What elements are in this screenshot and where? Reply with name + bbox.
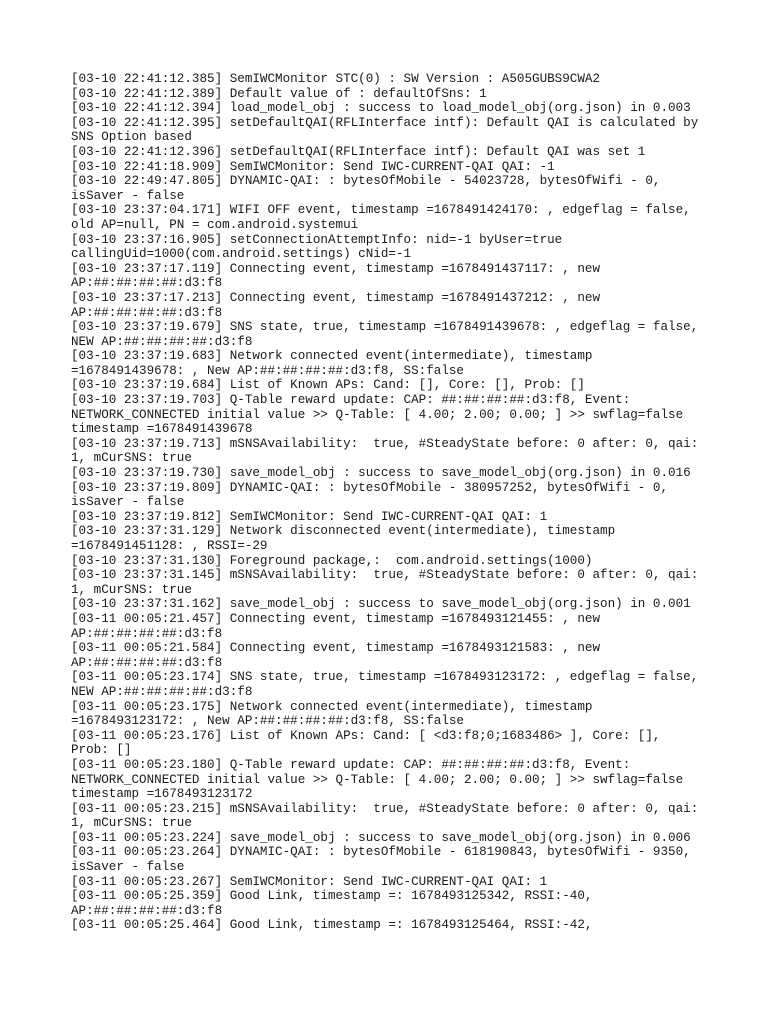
- log-line: [03-10 23:37:31.145] mSNSAvailability: true, #SteadyState before: 0 after: 0, qai:: [71, 568, 699, 583]
- log-line: [03-10 23:37:19.812] SemIWCMonitor: Send IWC-CURRENT-QAI QAI: 1: [71, 509, 548, 524]
- log-line: 1, mCurSNS: true: [71, 816, 192, 831]
- log-line: [03-11 00:05:23.215] mSNSAvailability: true, #SteadyState before: 0 after: 0, qai:: [71, 801, 699, 816]
- log-line: [03-11 00:05:23.224] save_model_obj : success to save_model_obj(org.json) in 0.006: [71, 830, 691, 845]
- log-line: NETWORK_CONNECTED initial value >> Q-Table: [ 4.00; 2.00; 0.00; ] >> swflag=false: [71, 407, 684, 422]
- log-line: [03-10 23:37:19.713] mSNSAvailability: true, #SteadyState before: 0 after: 0, qai:: [71, 436, 699, 451]
- log-line: isSaver - false: [71, 495, 185, 510]
- log-line: [03-10 23:37:31.130] Foreground package,: com.android.settings(1000): [71, 553, 593, 568]
- log-line: [03-10 23:37:19.809] DYNAMIC-QAI: : bytesOfMobile - 380957252, bytesOfWifi - 0,: [71, 480, 669, 495]
- log-line: [03-10 22:41:18.909] SemIWCMonitor: Send IWC-CURRENT-QAI QAI: -1: [71, 159, 555, 174]
- log-line: [03-10 23:37:19.730] save_model_obj : success to save_model_obj(org.json) in 0.016: [71, 466, 691, 481]
- log-line: [03-10 23:37:31.162] save_model_obj : success to save_model_obj(org.json) in 0.001: [71, 597, 691, 612]
- log-line: AP:##:##:##:##:d3:f8: [71, 655, 223, 670]
- log-line: NETWORK_CONNECTED initial value >> Q-Table: [ 4.00; 2.00; 0.00; ] >> swflag=false: [71, 772, 684, 787]
- log-line: NEW AP:##:##:##:##:d3:f8: [71, 334, 253, 349]
- log-line: AP:##:##:##:##:d3:f8: [71, 903, 223, 918]
- log-line: AP:##:##:##:##:d3:f8: [71, 276, 223, 291]
- log-line: [03-11 00:05:23.264] DYNAMIC-QAI: : bytesOfMobile - 618190843, bytesOfWifi - 9350,: [71, 845, 691, 860]
- log-line: [03-10 23:37:19.679] SNS state, true, timestamp =1678491439678: , edgeflag = false,: [71, 320, 699, 335]
- log-line: [03-10 23:37:19.703] Q-Table reward update: CAP: ##:##:##:##:d3:f8, Event:: [71, 393, 631, 408]
- log-line: [03-10 22:41:12.394] load_model_obj : success to load_model_obj(org.json) in 0.003: [71, 101, 691, 116]
- log-line: SNS Option based: [71, 130, 192, 145]
- log-line: callingUid=1000(com.android.settings) cNid=-1: [71, 247, 412, 262]
- log-line: 1, mCurSNS: true: [71, 582, 192, 597]
- log-line: [03-10 22:49:47.805] DYNAMIC-QAI: : bytesOfMobile - 54023728, bytesOfWifi - 0,: [71, 174, 661, 189]
- log-line: [03-10 23:37:19.683] Network connected event(intermediate), timestamp: [71, 349, 593, 364]
- log-line: [03-11 00:05:21.584] Connecting event, timestamp =1678493121583: , new: [71, 641, 601, 656]
- log-line: [03-10 23:37:17.119] Connecting event, timestamp =1678491437117: , new: [71, 261, 601, 276]
- log-line: [03-10 22:41:12.395] setDefaultQAI(RFLInterface intf): Default QAI is calculated by: [71, 115, 699, 130]
- log-document: [71, 72, 711, 933]
- log-line: Prob: []: [71, 743, 132, 758]
- log-line: [03-10 23:37:31.129] Network disconnected event(intermediate), timestamp: [71, 524, 616, 539]
- log-line: =1678493123172: , New AP:##:##:##:##:d3:f8, SS:false: [71, 714, 464, 729]
- log-line: 1, mCurSNS: true: [71, 451, 192, 466]
- log-line: [03-11 00:05:23.175] Network connected event(intermediate), timestamp: [71, 699, 593, 714]
- log-line: [03-11 00:05:23.180] Q-Table reward update: CAP: ##:##:##:##:d3:f8, Event:: [71, 757, 631, 772]
- log-line: isSaver - false: [71, 188, 185, 203]
- log-line: [03-10 22:41:12.396] setDefaultQAI(RFLInterface intf): Default QAI was set 1: [71, 144, 646, 159]
- log-line: [03-11 00:05:25.359] Good Link, timestamp =: 1678493125342, RSSI:-40,: [71, 889, 593, 904]
- log-line: =1678491451128: , RSSI=-29: [71, 539, 268, 553]
- log-line: [03-10 23:37:16.905] setConnectionAttemptInfo: nid=-1 byUser=true: [71, 232, 563, 247]
- log-line: [03-10 23:37:17.213] Connecting event, timestamp =1678491437212: , new: [71, 290, 601, 305]
- log-line: timestamp =1678493123172: [71, 787, 253, 802]
- log-line: [03-10 23:37:19.684] List of Known APs: Cand: [], Core: [], Prob: []: [71, 378, 585, 393]
- log-line: [03-11 00:05:25.464] Good Link, timestamp =: 1678493125464, RSSI:-42,: [71, 918, 593, 933]
- log-line: isSaver - false: [71, 860, 185, 875]
- log-line: =1678491439678: , New AP:##:##:##:##:d3:f8, SS:false: [71, 363, 464, 378]
- log-line: AP:##:##:##:##:d3:f8: [71, 305, 223, 320]
- log-line: timestamp =1678491439678: [71, 422, 253, 437]
- log-line: [03-11 00:05:23.267] SemIWCMonitor: Send IWC-CURRENT-QAI QAI: 1: [71, 874, 548, 889]
- log-line: old AP=null, PN = com.android.systemui: [71, 217, 359, 232]
- log-line: NEW AP:##:##:##:##:d3:f8: [71, 684, 253, 699]
- log-line: [03-10 22:41:12.385] SemIWCMonitor STC(0) : SW Version : A505GUBS9CWA2: [71, 72, 601, 86]
- log-line: [03-11 00:05:21.457] Connecting event, timestamp =1678493121455: , new: [71, 611, 601, 626]
- log-line: [03-10 23:37:04.171] WIFI OFF event, timestamp =1678491424170: , edgeflag = false,: [71, 203, 691, 218]
- log-line: [03-11 00:05:23.174] SNS state, true, timestamp =1678493123172: , edgeflag = false,: [71, 670, 699, 685]
- log-line: [03-10 22:41:12.389] Default value of : defaultOfSns: 1: [71, 86, 487, 101]
- log-line: AP:##:##:##:##:d3:f8: [71, 626, 223, 641]
- log-line: [03-11 00:05:23.176] List of Known APs: Cand: [ <d3:f8;0;1683486> ], Core: [],: [71, 728, 661, 743]
